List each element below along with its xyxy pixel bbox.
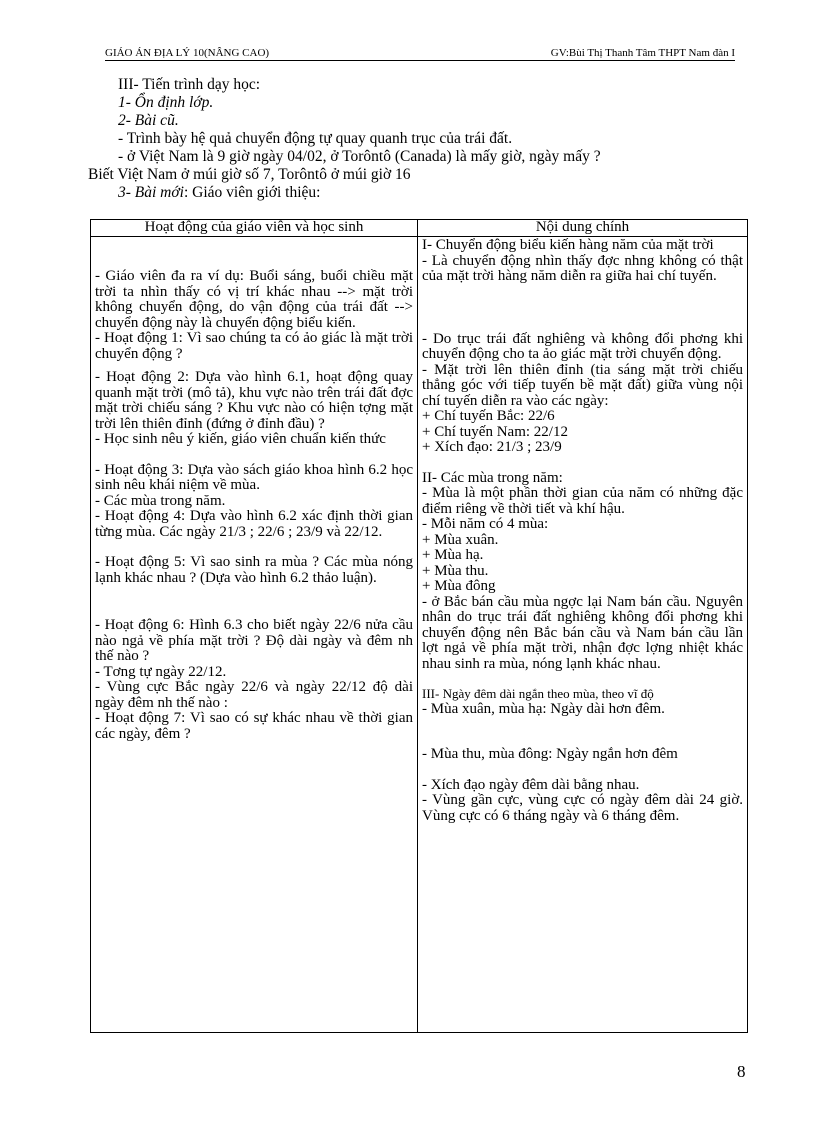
- content-paragraph: - Mùa xuân, mùa hạ: Ngày dài hơn đêm.: [422, 700, 665, 717]
- activity-paragraph: - Hoạt động 4: Dựa vào hình 6.2 xác định thời gian từng mùa. Các ngày 21/3 ; 22/6 ; 23/9 và 22/12.: [95, 508, 413, 540]
- section-heading: III- Tiến trình dạy học:: [118, 76, 261, 93]
- activity-paragraph: - Hoạt động 5: Vì sao sinh ra mùa ? Các mùa nóng lạnh khác nhau ? (Dựa vào hình 6.2 thảo luận).: [95, 554, 413, 586]
- activity-paragraph: - Hoạt động 6: Hình 6.3 cho biết ngày 22/6 nửa cầu nào ngả về phía mặt trời ? Độ dài ngày và đêm nh thế nào ?: [95, 617, 413, 664]
- content-list-item: + Mùa đông: [422, 578, 496, 594]
- step-1: 1- Ổn định lớp.: [118, 94, 214, 111]
- content-list-item: + Mùa hạ.: [422, 547, 484, 563]
- content-paragraph: - Mặt trời lên thiên đỉnh (tia sáng mặt trời chiếu thẳng góc với tiếp tuyến bề mặt đất) giữa vùng nội chí tuyến diễn ra vào các ngày:: [422, 361, 743, 409]
- content-paragraph: - Mùa thu, mùa đông: Ngày ngắn hơn đêm: [422, 746, 678, 762]
- content-list-item: + Xích đạo: 21/3 ; 23/9: [422, 439, 562, 455]
- col-header-content: Nội dung chính: [418, 220, 748, 237]
- content-paragraph: - Xích đạo ngày đêm dài bằng nhau.: [422, 776, 640, 793]
- page-number: 8: [737, 1062, 746, 1081]
- step-3: [88, 184, 758, 202]
- content-heading: I- Chuyển động biểu kiến hàng năm của mặt trời: [422, 237, 714, 253]
- lesson-table: [90, 219, 748, 1033]
- content-paragraph: - ở Bắc bán cầu mùa ngợc lại Nam bán cầu. Nguyên nhân do trục trái đất nghiêng không đổi phơng khi chuyển động nên Bắc bán cầu và Nam bán cầu lần lợt ngả về phía mặt trời, nhận đợc lợng nhiệt khác nhau sinh ra mùa, nóng lạnh khác nhau.: [422, 593, 743, 672]
- content-cell: [418, 237, 748, 1033]
- activity-paragraph: - Các mùa trong năm.: [95, 492, 226, 509]
- review-question-1: - Trình bày hệ quả chuyển động tự quay quanh trục của trái đất.: [118, 130, 513, 147]
- step-3-label: 3- Bài mới: [118, 184, 184, 201]
- content-heading: III- Ngày đêm dài ngắn theo mùa, theo vĩ độ: [422, 686, 654, 701]
- content-heading: II- Các mùa trong năm:: [422, 469, 563, 486]
- content-list-item: + Chí tuyến Nam: 22/12: [422, 423, 568, 440]
- review-question-2-cont: Biết Việt Nam ở múi giờ số 7, Torôntô ở múi giờ 16: [88, 166, 411, 183]
- col-header-activities: Hoạt động của giáo viên và học sinh: [91, 220, 418, 237]
- content-paragraph: - Vùng gần cực, vùng cực có ngày đêm dài 24 giờ. Vùng cực có 6 tháng ngày và 6 tháng đêm.: [422, 792, 743, 824]
- header-left: GIÁO ÁN ĐỊA LÝ 10(NÂNG CAO): [105, 47, 270, 59]
- activity-paragraph: - Hoạt động 7: Vì sao có sự khác nhau về thời gian các ngày, đêm ?: [95, 710, 413, 742]
- activity-paragraph: - Giáo viên đa ra ví dụ: Buổi sáng, buổi chiều mặt trời ta nhìn thấy có vị trí khác nhau --> mặt trời không chuyển động, do vận động của trái đất --> chuyển động này là chuyển động biểu kiến.: [95, 268, 413, 331]
- content-paragraph: - Là chuyển động nhìn thấy đợc nhng không có thật của mặt trời hàng năm diễn ra giữa hai chí tuyến.: [422, 252, 743, 284]
- content-paragraph: - Mỗi năm có 4 mùa:: [422, 516, 549, 532]
- content-list-item: + Mùa xuân.: [422, 531, 499, 548]
- table-header-row: [91, 220, 748, 237]
- intro-section: [88, 76, 758, 202]
- content-paragraph: - Mùa là một phần thời gian của năm có những đặc điểm riêng về thời tiết và khí hậu.: [422, 485, 743, 517]
- activity-paragraph: - Vùng cực Bắc ngày 22/6 và ngày 22/12 độ dài ngày đêm nh thế nào :: [95, 679, 413, 711]
- header-right: GV:Bùi Thị Thanh Tâm THPT Nam đàn I: [550, 47, 735, 59]
- step-3-text: : Giáo viên giới thiệu:: [183, 184, 321, 201]
- table-body-row: [91, 237, 748, 1033]
- activity-paragraph: - Hoạt động 3: Dựa vào sách giáo khoa hình 6.2 học sinh nêu khái niệm về mùa.: [95, 461, 413, 493]
- activity-paragraph: - Hoạt động 1: Vì sao chúng ta có ảo giác là mặt trời chuyển động ?: [95, 330, 413, 362]
- activity-paragraph: - Học sinh nêu ý kiến, giáo viên chuẩn kiến thức: [95, 431, 386, 447]
- content-paragraph: - Do trục trái đất nghiêng và không đổi phơng khi chuyển động cho ta ảo giác mặt trời chuyển động.: [422, 330, 743, 362]
- content-list-item: + Mùa thu.: [422, 562, 489, 579]
- activity-paragraph: - Tơng tự ngày 22/12.: [95, 663, 227, 680]
- content-list-item: + Chí tuyến Bắc: 22/6: [422, 408, 555, 424]
- review-question-2: - ở Việt Nam là 9 giờ ngày 04/02, ở Torôntô (Canada) là mấy giờ, ngày mấy ?: [118, 148, 601, 165]
- activity-paragraph: - Hoạt động 2: Dựa vào hình 6.1, hoạt động quay quanh mặt trời (mô tả), khu vực nào trên trái đất đợc mặt trời chiếu sáng ? Khu vực nào có hiện tợng mặt trời lên thiên đỉnh (đứng ở đỉnh đầu) ?: [95, 369, 413, 432]
- step-2: 2- Bài cũ.: [118, 112, 179, 129]
- page-header: [105, 46, 735, 61]
- activities-cell: [91, 237, 418, 1033]
